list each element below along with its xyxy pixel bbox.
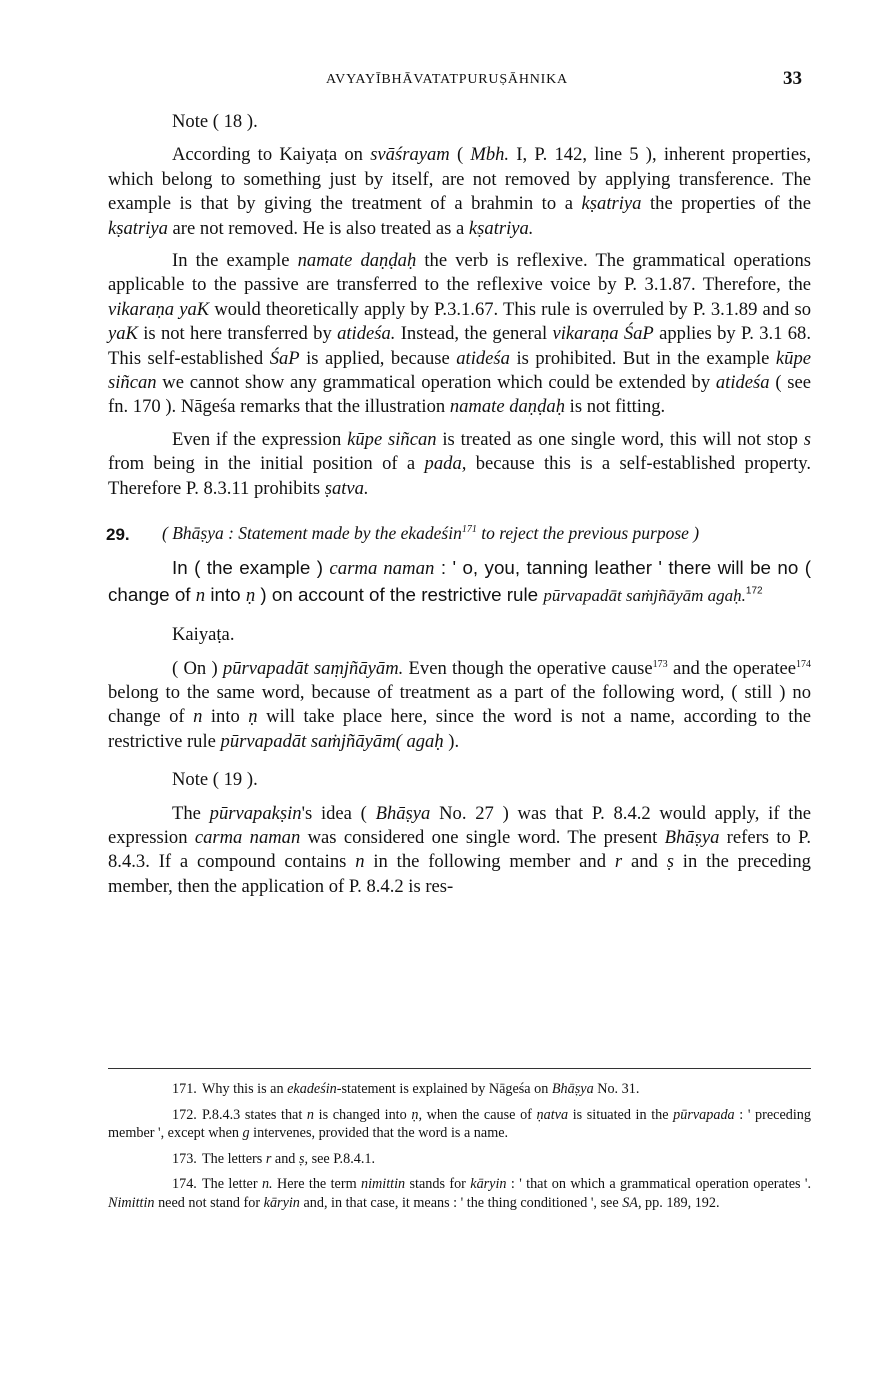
footnote-171: 171. Why this is an ekadeśin-statement is explained by Nāgeśa on Bhāṣya No. 31. xyxy=(172,1081,640,1097)
footnote-ref-171: 171 xyxy=(461,524,477,536)
note-18-paragraph-3: Even if the expression kūpe siñcan is treated as one single word, this will not stop s from being in the initial position of a pada, because this is a self-established property. Therefore P. 8.3.11 prohibits ṣatva. xyxy=(108,428,811,499)
note-18-heading: Note ( 18 ). xyxy=(172,111,258,132)
footnote-divider xyxy=(108,1068,811,1069)
footnote-174: 174. The letter n. Here the term nimittin stands for kāryin : ' that on which a grammatical operation operates '. Nimittin need not stand for kāryin and, in that case, it means : ' the thing conditioned ', see SA, pp. 189, 192. xyxy=(108,1176,812,1211)
section-29-heading xyxy=(108,521,811,549)
running-title: AVYAYĪBHĀVATATPURUṢĀHNIKA xyxy=(326,72,568,87)
footnote-ref-173: 173 xyxy=(652,658,668,670)
note-19-heading: Note ( 19 ). xyxy=(172,769,258,791)
section-title: ( Bhāṣya : Statement made by the ekadeśin$^{171}$ to reject the previous purpose ) xyxy=(162,523,700,544)
page-number: 33 xyxy=(783,68,802,89)
section-number: 29. xyxy=(106,525,130,545)
running-header xyxy=(0,68,894,92)
footnote-ref-174: 174 xyxy=(796,658,812,670)
footnote-172: 172. P.8.4.3 states that n is changed into ṇ, when the cause of ṇatva is situated in the pūrvapada : ' preceding member ', except when g intervenes, provided that the word is a name. xyxy=(108,1106,811,1142)
note-18-paragraph-1: According to Kaiyaṭa on svāśrayam ( Mbh. I, P. 142, line 5 ), inherent properties, which belong to something just by itself, are not removed by applying transference. The example is that by giving the treatment of a brahmin to a kṣatriya the properties of the kṣatriya are not removed. He is also treated as a kṣatriya. xyxy=(108,144,811,239)
kaiyata-heading: Kaiyaṭa. xyxy=(172,624,235,646)
footnotes xyxy=(108,1080,811,1220)
bhasya-text: In ( the example ) carma naman : ' o, you, tanning leather ' there will be no ( change of n into ṇ ) on account of the restrictive rule pūrvapadāt saṁjñāyām agaḥ.$^{172}$ xyxy=(108,557,811,607)
main-text xyxy=(108,110,811,899)
note-18-paragraph-2: In the example namate daṇḍaḥ the verb is reflexive. The grammatical operations applicable to the passive are transferred to the reflexive voice by P. 3.1.87. Therefore, the vikaraṇa yaK would theoretically apply by P.3.1.67. This rule is overruled by P. 3.1.89 and so yaK is not here transferred by atideśa. Instead, the general vikaraṇa ŚaP applies by P. 3.1 68. This self-established ŚaP is applied, because atideśa is prohibited. But in the example kūpe siñcan we cannot show any grammatical operation which could be extended by atideśa ( see fn. 170 ). Nāgeśa remarks that the illustration namate daṇḍaḥ is not fitting. xyxy=(108,250,812,418)
kaiyata-paragraph: ( On ) pūrvapadāt saṃjñāyām. Even though the operative cause$^{173}$ and the operatee$^{174}$ belong to the same word, because of treatment as a part of the following word, ( still ) no change of n into ṇ will take place here, since the word is not a name, according to the restrictive rule pūrvapadāt saṁjñāyām( agaḥ ). xyxy=(108,657,812,752)
note-19-paragraph: The pūrvapakṣin's idea ( Bhāṣya No. 27 ) was that P. 8.4.2 would apply, if the expression carma naman was considered one single word. The present Bhāṣya refers to P. 8.4.3. If a compound contains n in the following member and r and ṣ in the preceding member, then the application of P. 8.4.2 is res- xyxy=(108,802,812,897)
footnote-173: 173. The letters r and ṣ, see P.8.4.1. xyxy=(172,1150,376,1167)
footnote-ref-172: 172 xyxy=(745,585,763,597)
